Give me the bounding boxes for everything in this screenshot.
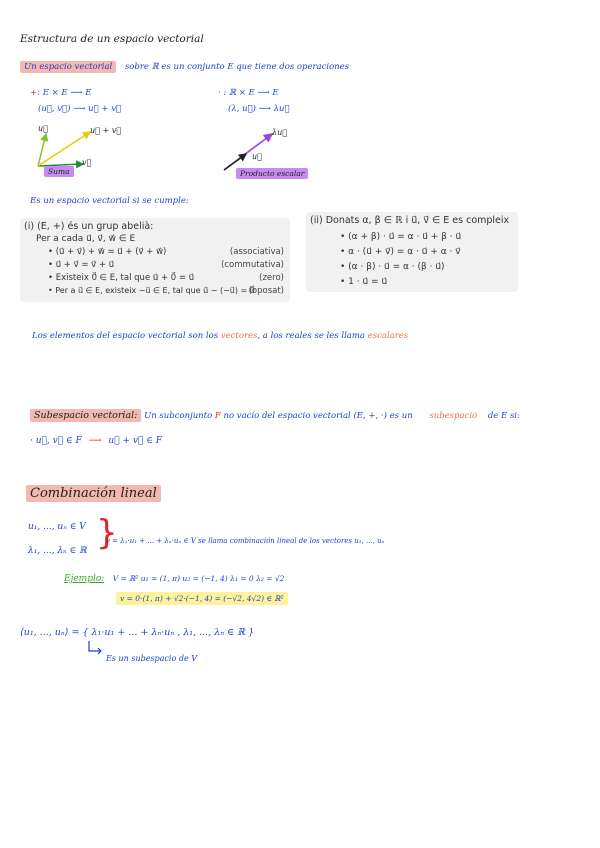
word-vectores: vectores bbox=[220, 331, 258, 341]
box-ii-row: • α · (u⃗ + v⃗) = α · u⃗ + α · v⃗ bbox=[340, 247, 461, 257]
box-i-heading: (i) (E, +) és un grup abelià: bbox=[24, 221, 154, 232]
page-title: Estructura de un espacio vectorial bbox=[20, 33, 204, 45]
box-i-tag: (oposat) bbox=[248, 286, 284, 296]
word-subespacio: subespacio bbox=[429, 411, 478, 421]
comb-brace: } bbox=[96, 513, 118, 553]
combinacion-title: Combinación lineal bbox=[26, 485, 161, 502]
ejemplo-data: V = ℝ² u₁ = (1, π) u₂ = (−1, 4) λ₁ = 0 λ₂ = √2 bbox=[112, 574, 285, 583]
elementos-line: Los elementos del espacio vectorial son los vectores, a los reales se les llama escalares bbox=[32, 331, 409, 341]
sum-caption: Suma bbox=[44, 166, 74, 177]
span-arrow-icon bbox=[86, 640, 104, 656]
comb-definition: v = λ₁·u₁ + ... + λₙ·uₙ ∈ V se llama combinación lineal de los vectores u₁, ..., uₙ bbox=[106, 537, 385, 545]
intro-highlight: Un espacio vectorial bbox=[20, 61, 116, 73]
box-ii-row: • (α + β) · u⃗ = α · u⃗ + β · u⃗ bbox=[340, 232, 462, 242]
box-i-row: • Existeix 0⃗ ∈ E, tal que u⃗ + 0⃗ = u⃗ bbox=[48, 273, 195, 283]
span-definition: ⟨u₁, ..., uₙ⟩ = { λ₁·u₁ + ... + λₙ·uₙ , λ₁, ..., λₙ ∈ ℝ } bbox=[20, 627, 255, 638]
cumple-line: Es un espacio vectorial si se cumple: bbox=[30, 196, 189, 206]
comb-line-l: λ₁, ..., λₙ ∈ ℝ bbox=[28, 546, 87, 556]
label-u: u⃗ bbox=[38, 124, 48, 133]
scalar-caption: Producto escalar bbox=[236, 168, 308, 179]
box-ii-heading: (ii) Donats α, β ∈ ℝ i u⃗, v⃗ ∈ E es compleix bbox=[310, 215, 510, 226]
subespacio-highlight: Subespacio vectorial: bbox=[30, 409, 141, 422]
box-abelian-group bbox=[20, 218, 290, 302]
box-i-row: • Per a u⃗ ∈ E, existeix −u⃗ ∈ E, tal que u⃗ − (−u⃗) = 0⃗ bbox=[48, 286, 255, 295]
sum-op-line1: +: E × E ⟶ E bbox=[30, 88, 92, 98]
label-u-scalar: u⃗ bbox=[252, 152, 262, 161]
subespacio-line: Subespacio vectorial: Un subconjunto F no vacío del espacio vectorial (E, +, ·) es un subespacio de E si: bbox=[30, 410, 520, 421]
box-i-row: • u⃗ + v⃗ = v⃗ + u⃗ bbox=[48, 260, 115, 270]
ejemplo-label: Ejemplo: bbox=[64, 574, 105, 584]
box-i-tag: (commutativa) bbox=[221, 260, 284, 270]
word-escalares: escalares bbox=[367, 331, 409, 341]
label-uv: u⃗ + v⃗ bbox=[90, 126, 122, 135]
box-i-row: • (u⃗ + v⃗) + w⃗ = u⃗ + (v⃗ + w⃗) bbox=[48, 247, 167, 257]
ejemplo-line bbox=[64, 574, 284, 584]
box-scalar-axioms bbox=[306, 212, 518, 292]
scalar-op-line2: (λ, u⃗) ⟶ λu⃗ bbox=[228, 104, 290, 114]
subespacio-condition: · u⃗, v⃗ ∈ F ⟶ u⃗ + v⃗ ∈ F bbox=[30, 436, 162, 446]
box-i-tag: (associativa) bbox=[229, 247, 284, 257]
implies-arrow: ⟶ bbox=[88, 436, 102, 446]
scalar-op-line1: · : ℝ × E ⟶ E bbox=[218, 88, 279, 98]
comb-line-u: u₁, ..., uₙ ∈ V bbox=[28, 522, 86, 532]
box-ii-row: • 1 · u⃗ = u⃗ bbox=[340, 277, 388, 287]
label-lu: λu⃗ bbox=[272, 128, 288, 137]
span-note: Es un subespacio de V bbox=[106, 654, 198, 663]
box-i-tag: (zero) bbox=[259, 273, 284, 283]
box-i-sub: Per a cada u⃗, v⃗, w⃗ ∈ E bbox=[36, 234, 136, 244]
sum-op-line2: (u⃗, v⃗) ⟶ u⃗ + v⃗ bbox=[38, 104, 122, 114]
box-ii-row: • (α · β) · u⃗ = α · (β · u⃗) bbox=[340, 262, 445, 272]
intro-line bbox=[20, 62, 349, 72]
set-F: F bbox=[214, 411, 221, 421]
label-v: v⃗ bbox=[82, 158, 92, 167]
intro-rest: sobre ℝ es un conjunto E que tiene dos operaciones bbox=[124, 62, 350, 72]
ejemplo-result: v = 0·(1, π) + √2·(−1, 4) = (−√2, 4√2) ∈ ℝ² bbox=[116, 592, 288, 605]
